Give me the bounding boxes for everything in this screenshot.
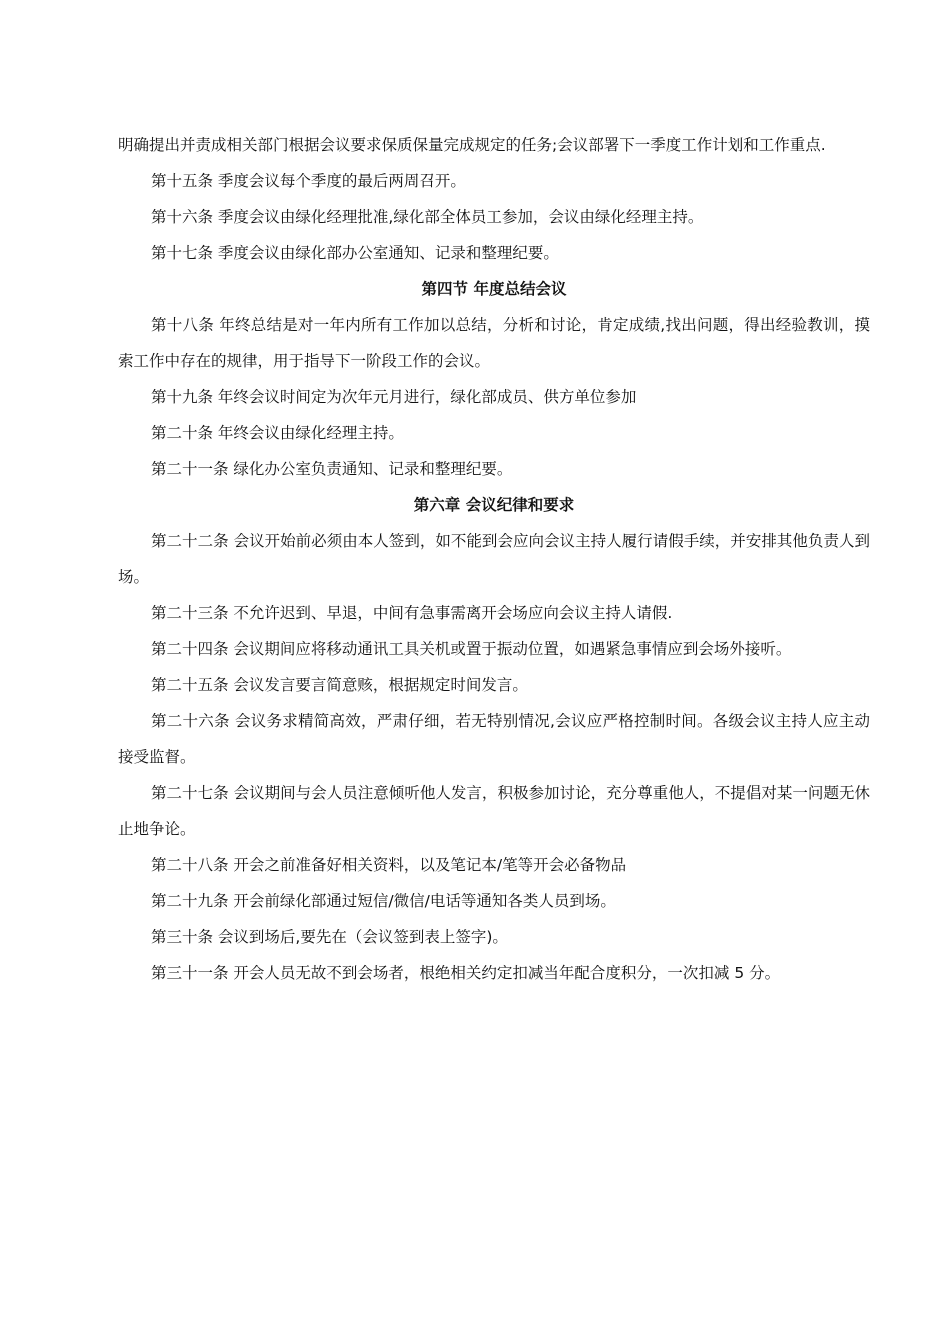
article-18: 第十八条 年终总结是对一年内所有工作加以总结，分析和讨论，肯定成绩,找出问题，得出经验教训，摸索工作中存在的规律，用于指导下一阶段工作的会议。 [118, 316, 870, 370]
paragraph-continuation: 明确提出并责成相关部门根据会议要求保质保量完成规定的任务;会议部署下一季度工作计划和工作重点. [118, 136, 826, 154]
chapter-heading-meeting-discipline: 第六章 会议纪律和要求 [413, 496, 575, 514]
article-29: 第二十九条 开会前绿化部通过短信/微信/电话等通知各类人员到场。 [151, 892, 616, 910]
article-30: 第三十条 会议到场后,要先在（会议签到表上签字)。 [151, 928, 508, 946]
article-16: 第十六条 季度会议由绿化经理批准,绿化部全体员工参加，会议由绿化经理主持。 [151, 208, 704, 226]
article-28: 第二十八条 开会之前准备好相关资料，以及笔记本/笔等开会必备物品 [151, 856, 627, 874]
article-31: 第三十一条 开会人员无故不到会场者，根绝相关约定扣减当年配合度积分，一次扣减 5 分。 [151, 964, 781, 982]
article-21: 第二十一条 绿化办公室负责通知、记录和整理纪要。 [151, 460, 513, 478]
section-heading-annual-meeting: 第四节 年度总结会议 [421, 280, 567, 298]
document-body [118, 127, 870, 991]
article-25: 第二十五条 会议发言要言简意赅，根据规定时间发言。 [151, 676, 528, 694]
article-22: 第二十二条 会议开始前必须由本人签到，如不能到会应向会议主持人履行请假手续，并安排其他负责人到场。 [118, 532, 870, 586]
article-17: 第十七条 季度会议由绿化部办公室通知、记录和整理纪要。 [151, 244, 559, 262]
article-24: 第二十四条 会议期间应将移动通讯工具关机或置于振动位置，如遇紧急事情应到会场外接听。 [151, 640, 792, 658]
article-19: 第十九条 年终会议时间定为次年元月进行，绿化部成员、供方单位参加 [151, 388, 637, 406]
article-26: 第二十六条 会议务求精简高效，严肃仔细，若无特别情况,会议应严格控制时间。各级会议主持人应主动接受监督。 [118, 712, 870, 766]
article-20: 第二十条 年终会议由绿化经理主持。 [151, 424, 404, 442]
article-15: 第十五条 季度会议每个季度的最后两周召开。 [151, 172, 466, 190]
article-27: 第二十七条 会议期间与会人员注意倾听他人发言，积极参加讨论，充分尊重他人，不提倡对某一问题无休止地争论。 [118, 784, 870, 838]
article-23: 第二十三条 不允许迟到、早退，中间有急事需离开会场应向会议主持人请假. [151, 604, 673, 622]
